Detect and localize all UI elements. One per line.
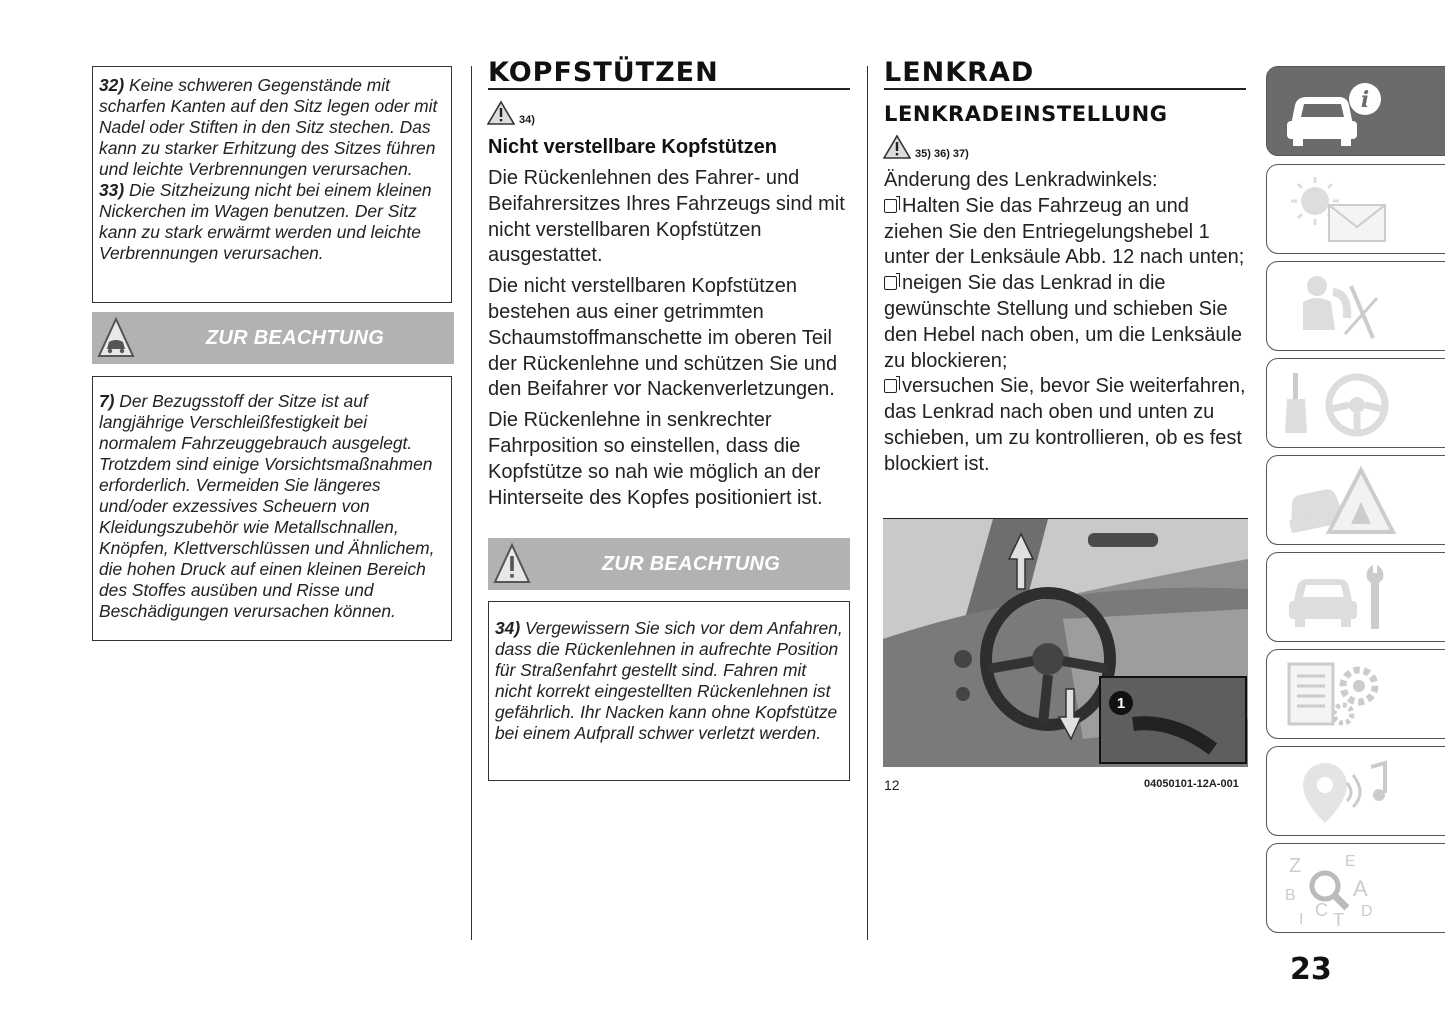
note-34: 34) Vergewissern Sie sich vor dem Anfahren, dass die Rückenlehnen in aufrechte Position für Straßenfahrt gestellt sind. Fahren mit nicht korrekt eingestellten Rückenlehnen ist gefährlich. Ihr Nacken kann ohne Kopfstütze bei einem Aufprall schwer verletzt werden. [495,618,843,743]
ref-label: 34) [519,114,535,126]
warning-triangle-icon [492,542,532,586]
tab-maintenance[interactable] [1266,552,1445,642]
svg-text:Z: Z [1289,855,1302,877]
tab-technical-data[interactable] [1266,649,1445,739]
heading-lenkrad: LENKRAD [884,57,1035,88]
svg-text:D: D [1361,903,1373,920]
heading-rule [488,88,850,90]
svg-text:A: A [1353,876,1368,901]
svg-text:E: E [1345,853,1356,870]
warning-ref-35-37 [883,134,969,160]
multimedia-icon [1281,753,1401,831]
tab-emergency[interactable] [1266,455,1445,545]
beachtung-label: ZUR BEACHTUNG [205,326,385,349]
beachtung-banner-1 [92,312,454,364]
checkbox-bullet-icon [884,276,897,290]
steering-wheel-figure [883,519,1248,767]
list-item: neigen Sie das Lenkrad in die gewünschte Stellung und schieben Sie den Hebel nach oben, um die Lenksäule zu blockieren; [884,272,1243,372]
svg-text:i: i [1360,87,1370,113]
svg-text:C: C [1315,900,1328,920]
note-7: 7) Der Bezugsstoff der Sitze ist auf langjährige Verschleißfestigkeit bei normalem Fahrzeuggebrauch ausgelegt. Trotzdem sind einige Vorsichtsmaßnahmen erforderlich. Vermeiden Sie längeres und/oder exzessives Scheuern von Kleidungszubehör wie Metallschnallen, Knöpfen, Klettverschlüssen und Ähnlichem, die hohen Druck auf einen kleinen Bereich des Stoffes ausüben und Risse und Beschädigungen verursachen können. [99,391,435,621]
section-title-headrests: Nicht verstellbare Kopfstützen [488,136,777,158]
paragraph: Die nicht verstellbaren Kopfstützen bestehen aus einer getrimmten Schaumstoffmanschette im oberen Teil der Rückenlehne und schützen Sie und den Beifahrer vor Nackenverletzungen. [488,275,838,401]
emergency-warning-icon [1281,462,1401,540]
heading-kopfstuetzen: KOPFSTÜTZEN [488,57,719,88]
checkbox-bullet-icon [884,379,897,393]
technical-data-icon [1281,656,1401,734]
column-divider-2 [867,66,868,940]
airbag-safety-icon [1281,268,1401,346]
tab-index[interactable] [1266,843,1445,933]
note-33: 33) Die Sitzheizung nicht bei einem kleinen Nickerchen im Wagen benutzen. Der Sitz kann zu stark erwärmt werden und leichte Verbrennungen verursachen. [99,180,432,263]
beachtung-banner-2 [488,538,850,590]
steering-body [884,168,1252,478]
tab-car-info[interactable] [1266,66,1445,156]
paragraph: Die Rückenlehne in senkrechter Fahrposition so einstellen, dass die Kopfstütze so nah wie möglich an der Hinterseite des Kopfes positioniert ist. [488,409,823,509]
note-32: 32) Keine schweren Gegenstände mit scharfen Kanten auf den Sitz legen oder mit Nadel oder Stiften in den Sitz stechen. Das kann zu starker Erhitzung des Sitzes führen und leichte Verbrennungen verursachen. [99,75,438,179]
figure-caption: 12 [884,777,900,793]
warning-triangle-icon [487,100,515,126]
page-number: 23 [1290,952,1332,987]
figure-code: 04050101-12A-001 [1144,778,1239,790]
svg-text:B: B [1285,887,1296,904]
svg-text:I: I [1299,911,1304,928]
subheading-lenkradeinstellung: LENKRADEINSTELLUNG [884,102,1168,126]
figure-callout: 1 [1116,695,1126,712]
warning-triangle-icon [883,134,911,160]
tab-multimedia[interactable] [1266,746,1445,836]
list-item: versuchen Sie, bevor Sie weiterfahren, das Lenkrad nach oben und unten zu schieben, um zu kontrollieren, ob es fest blockiert ist. [884,375,1246,475]
note-box-seat-warnings [92,66,452,303]
checkbox-bullet-icon [884,199,897,213]
note-box-34 [488,601,850,781]
tab-lights-messages[interactable] [1266,164,1445,254]
intro-text: Änderung des Lenkradwinkels: [884,169,1158,191]
paragraph: Die Rückenlehnen des Fahrer- und Beifahrersitzes Ihres Fahrzeugs sind mit nicht verstellbaren Kopfstützen ausgestattet. [488,167,845,267]
headrest-body [488,166,856,516]
beachtung-label: ZUR BEACHTUNG [601,552,781,575]
alphabetical-index-icon [1281,850,1401,928]
key-steering-wheel-icon [1281,365,1401,443]
car-info-icon [1281,73,1401,151]
car-warning-icon [96,316,136,360]
tab-airbag-safety[interactable] [1266,261,1445,351]
column-divider-1 [471,66,472,940]
lights-messages-icon [1281,171,1401,249]
car-maintenance-icon [1281,559,1401,637]
heading-rule [884,88,1246,90]
note-box-fabric [92,376,452,641]
warning-ref-34 [487,100,535,126]
tab-key-steering[interactable] [1266,358,1445,448]
svg-text:T: T [1333,910,1344,928]
steering-wheel-illustration [883,519,1248,767]
list-item: Halten Sie das Fahrzeug an und ziehen Sie den Entriegelungshebel 1 unter der Lenksäule Abb. 12 nach unten; [884,194,1245,269]
ref-label: 35) 36) 37) [915,148,969,160]
